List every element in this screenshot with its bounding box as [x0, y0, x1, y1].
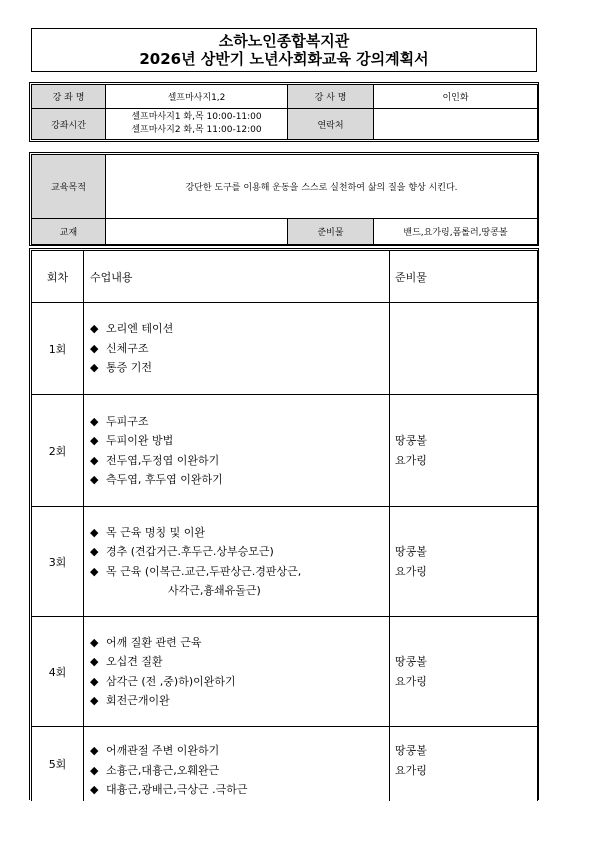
prep-item: 땅콩볼: [395, 434, 427, 447]
purpose-value: 강단한 도구를 이용해 운동을 스스로 실천하여 삶의 질을 향상 시킨다.: [106, 155, 538, 219]
content-item: ◆ 회전근개이완: [90, 691, 389, 711]
content-item: ◆ 삼각근 (전 ,중)하)이완하기: [90, 672, 389, 692]
textbook-label: 교재: [32, 219, 106, 245]
table-row: [32, 507, 538, 617]
instructor-label: 강 사 명: [288, 85, 374, 109]
diamond-bullet-icon: ◆: [90, 744, 99, 757]
prep-cell: [390, 303, 538, 395]
content-item: ◆ 신체구조: [90, 339, 389, 359]
session-number: 5회: [32, 727, 84, 801]
table-row: [32, 617, 538, 727]
content-item: ◆ 경추 (견갑거근.후두근.상부승모근): [90, 542, 389, 562]
time-label: 강좌시간: [32, 109, 106, 140]
course-label: 강 좌 명: [32, 85, 106, 109]
diamond-bullet-icon: ◆: [90, 525, 99, 539]
content-cell: [84, 303, 390, 395]
document-title: [31, 28, 537, 72]
diamond-bullet-icon: ◆: [90, 414, 99, 428]
diamond-bullet-icon: ◆: [90, 453, 99, 467]
prep-item: 땅콩볼: [395, 545, 427, 558]
prep-item: 요가링: [395, 674, 427, 688]
session-header: 회차: [32, 251, 84, 303]
diamond-bullet-icon: ◆: [90, 361, 99, 375]
plan-title: 2026년 상반기 노년사회화교육 강의계획서: [139, 50, 429, 68]
content-cell: [84, 727, 390, 801]
diamond-bullet-icon: ◆: [90, 564, 99, 578]
content-item: ◆ 두피구조: [90, 412, 389, 432]
content-item: ◆ 어깨관절 주변 이완하기: [90, 741, 389, 761]
prep-item: 땅콩볼: [395, 744, 427, 757]
table-row: [32, 395, 538, 507]
diamond-bullet-icon: ◆: [90, 434, 99, 447]
diamond-bullet-icon: ◆: [90, 322, 99, 336]
diamond-bullet-icon: ◆: [90, 694, 99, 707]
session-number: 1회: [32, 303, 84, 395]
session-number: 2회: [32, 395, 84, 507]
prep-cell: [390, 507, 538, 617]
content-cell: [84, 395, 390, 507]
prep-item: 땅콩볼: [395, 655, 427, 668]
diamond-bullet-icon: ◆: [90, 545, 99, 558]
content-header: 수업내용: [84, 251, 390, 303]
diamond-bullet-icon: ◆: [90, 783, 99, 796]
diamond-bullet-icon: ◆: [90, 341, 99, 355]
prep-cell: [390, 395, 538, 507]
table-row: [32, 303, 538, 395]
prep-item: 요가링: [395, 763, 427, 777]
content-item: ◆ 목 근육 명칭 및 이완: [90, 523, 389, 543]
supplies-label: 준비물: [288, 219, 374, 245]
prep-header: 준비물: [390, 251, 538, 303]
instructor-value: 이인화: [374, 85, 538, 109]
content-item: ◆ 측두엽, 후두엽 이완하기: [90, 470, 389, 490]
content-cell: [84, 617, 390, 727]
content-item: ◆ 오십견 질환: [90, 652, 389, 672]
prep-cell: [390, 727, 538, 801]
schedule-table: [31, 250, 538, 801]
textbook-value: [106, 219, 288, 245]
session-number: 3회: [32, 507, 84, 617]
supplies-value: 밴드,요가링,폼롤러,땅콩볼: [374, 219, 538, 245]
prep-cell: [390, 617, 538, 727]
content-item: ◆ 전두엽,두정엽 이완하기: [90, 451, 389, 471]
content-item: ◆ 통증 기전: [90, 358, 389, 378]
content-item-continuation: 사각근,흉쇄유돌근): [168, 584, 261, 597]
info-table: [31, 84, 538, 140]
prep-item: 요가링: [395, 564, 427, 578]
content-cell: [84, 507, 390, 617]
content-item: ◆ 소흉근,대흉근,오훼완근: [90, 761, 389, 781]
content-item: ◆ 어깨 질환 관련 근육: [90, 633, 389, 653]
diamond-bullet-icon: ◆: [90, 655, 99, 668]
purpose-label: 교육목적: [32, 155, 106, 219]
content-item: ◆ 대흉근,광배근,극상근 .극하근: [90, 780, 389, 800]
diamond-bullet-icon: ◆: [90, 674, 99, 688]
content-item: ◆ 두피이완 방법: [90, 431, 389, 451]
contact-label: 연락처: [288, 109, 374, 140]
goal-table: [31, 154, 538, 245]
session-number: 4회: [32, 617, 84, 727]
time-value-1: 셀프마사지1 화,목 10:00-11:00: [131, 112, 262, 122]
organization-name: 소하노인종합복지관: [218, 32, 350, 50]
time-value-2: 셀프마사지2 화,목 11:00-12:00: [131, 125, 262, 135]
prep-item: 요가링: [395, 453, 427, 467]
content-item: ◆ 오리엔 테이션: [90, 319, 389, 339]
diamond-bullet-icon: ◆: [90, 473, 99, 486]
contact-value: [374, 109, 538, 140]
diamond-bullet-icon: ◆: [90, 763, 99, 777]
course-value: 셀프마사지1,2: [106, 85, 288, 109]
content-item: ◆ 목 근육 (이복근.교근,두판상근.경판상근,: [90, 562, 389, 582]
diamond-bullet-icon: ◆: [90, 635, 99, 649]
table-row: [32, 727, 538, 801]
time-value: [106, 109, 288, 140]
